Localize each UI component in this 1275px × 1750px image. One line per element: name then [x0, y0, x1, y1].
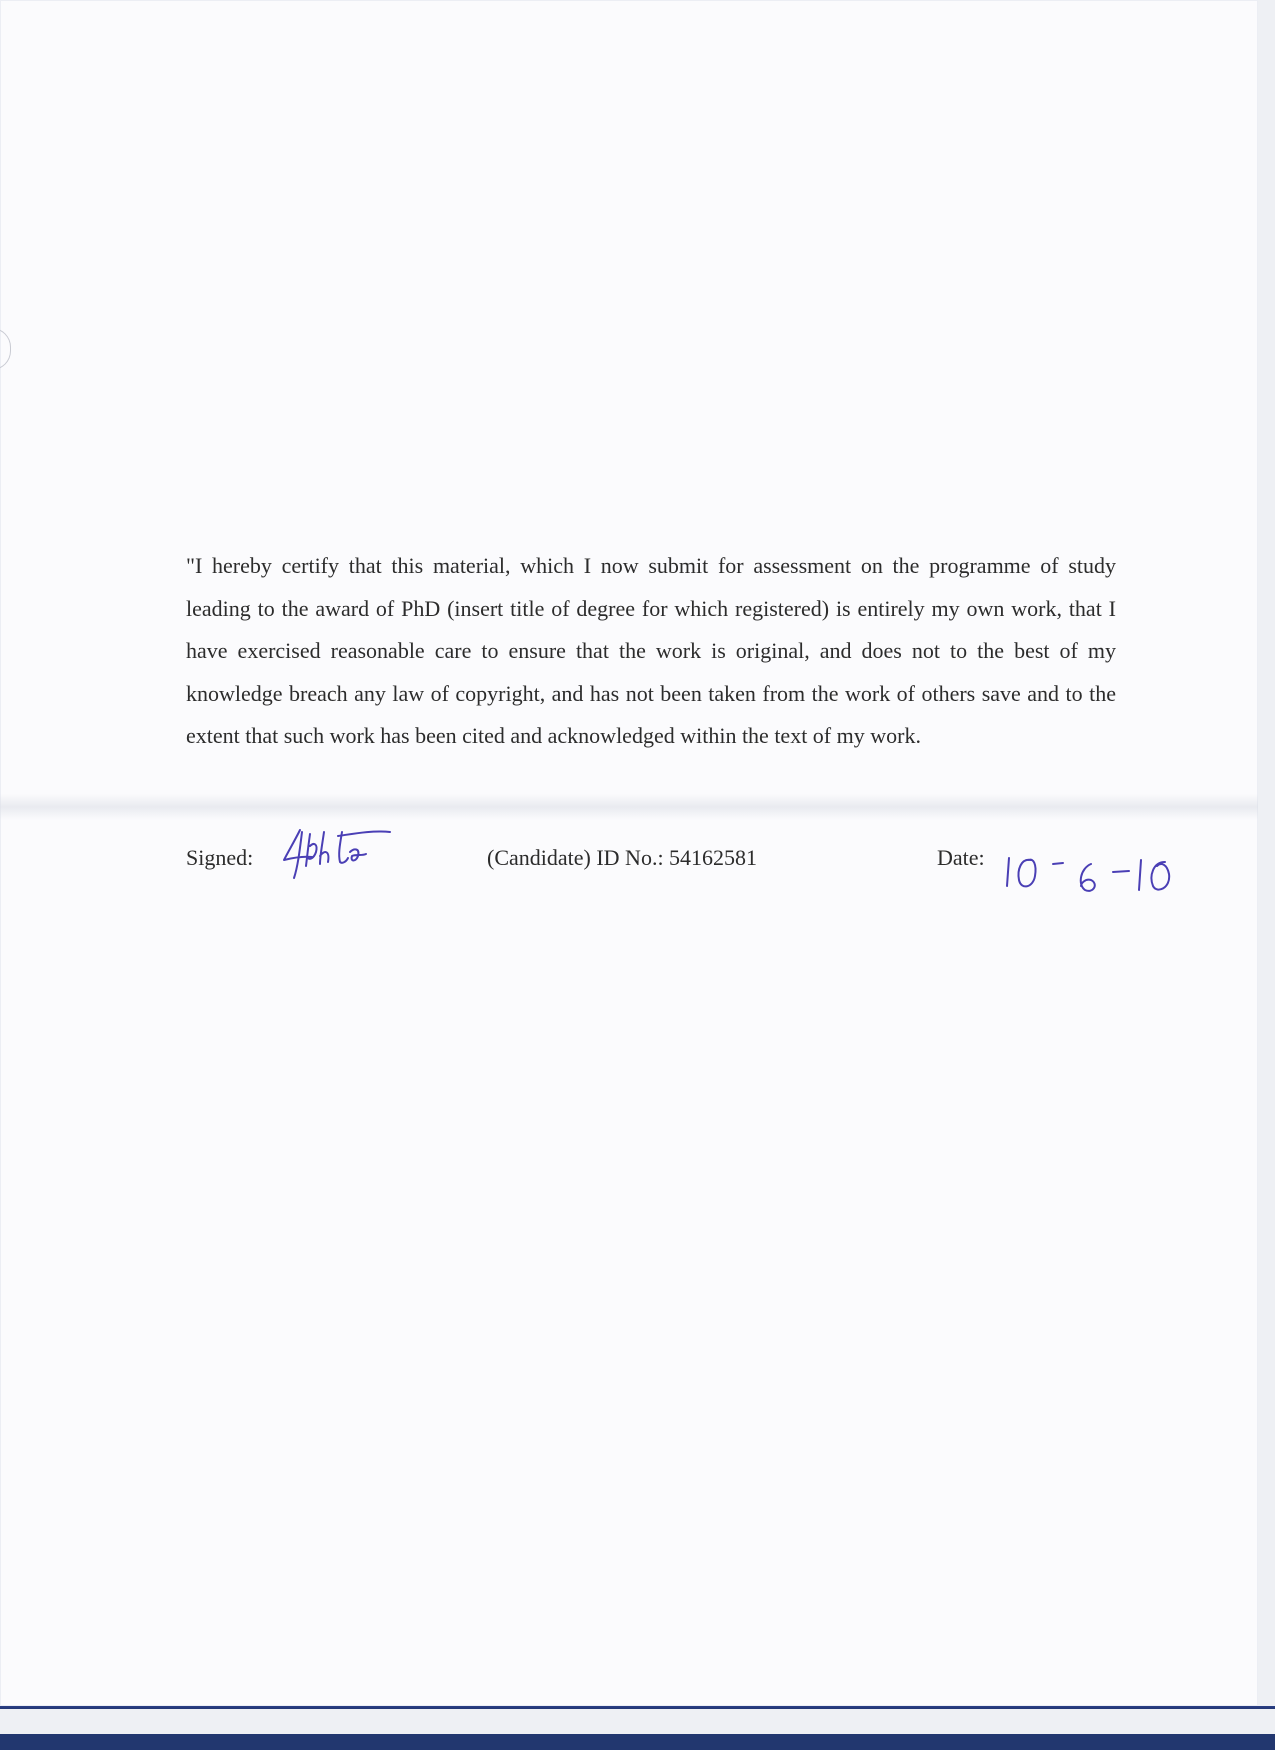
certification-statement: "I hereby certify that this material, which I now submit for assessment on the programme of study leading to the award of PhD (insert title of degree for which registered) is entirely my own work, that I have exercised reasonable care to ensure that the work is original, and does not to the best of my knowledge breach any law of copyright, and has not been taken from the work of others save and to the extent that such work has been cited and acknowledged within the text of my work. [186, 553, 1116, 748]
candidate-id-number: (Candidate) ID No.: 54162581 [487, 845, 758, 870]
scan-margin [1258, 0, 1275, 1706]
date-label: Date: [937, 845, 985, 870]
handwritten-date [1003, 850, 1183, 896]
signed-label: Signed: [186, 845, 254, 870]
scan-edge-mark [0, 328, 11, 370]
handwritten-signature [280, 822, 400, 884]
paper-fold-shadow [0, 794, 1258, 820]
scan-bottom-edge [0, 1706, 1275, 1750]
